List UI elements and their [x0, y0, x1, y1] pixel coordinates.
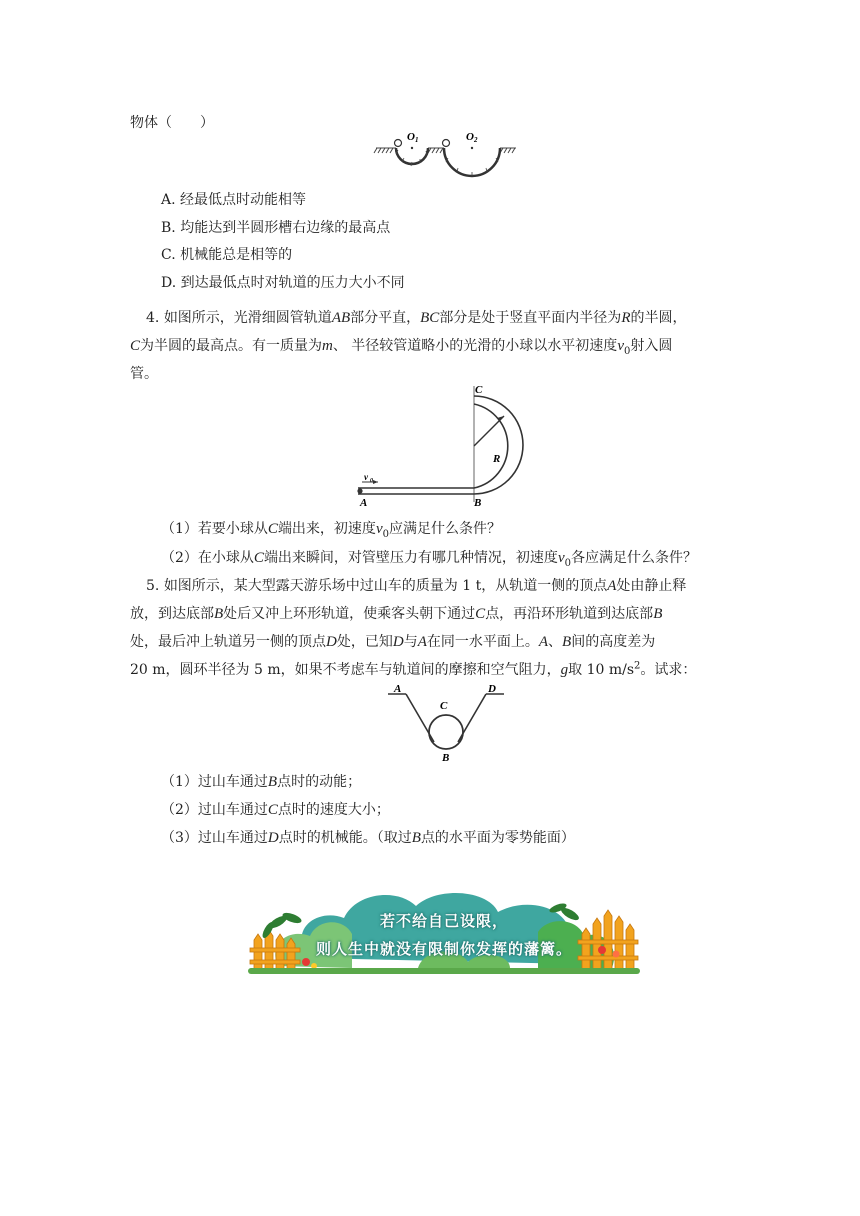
q5-fig-label-b: B: [442, 752, 450, 764]
q5-stem-line1: 5. 如图所示，某大型露天游乐场中过山车的质量为 1 t，从轨道一侧的顶点A处由静止释: [146, 578, 687, 594]
motto-line-1: 若不给自己设限，: [379, 912, 508, 930]
q3-label-o1-sub: 1: [415, 136, 419, 144]
motto-line-2: 则人生中就没有限制你发挥的藩篱。: [315, 940, 572, 958]
q5-stem-line3: 处，最后冲上轨道另一侧的顶点D处，已知D与A在同一水平面上。A、B间的高度差为: [130, 634, 656, 650]
q3-label-o1: O: [407, 131, 415, 143]
q5-stem-line4: 20 m，圆环半径为 5 m，如果不考虑车与轨道间的摩擦和空气阻力，g取 10 $m/s^2$。试求：: [130, 660, 697, 678]
q3-label-o2: O: [466, 131, 474, 143]
q3-small-ball-left: [395, 140, 402, 147]
q3-option-d: D. 到达最低点时对轨道的压力大小不同: [161, 275, 405, 291]
q5-fig-label-a: A: [394, 683, 402, 695]
q4-stem-line1: 4. 如图所示，光滑细圆管轨道AB部分平直，BC部分是处于竖直平面内半径为R的半圆，: [146, 310, 687, 326]
q3-figure-two-semicircular-grooves: [372, 126, 520, 170]
q5-fig-label-d: D: [488, 683, 496, 695]
q5-sub2: （2）过山车通过C点时的速度大小；: [161, 802, 390, 818]
q3-small-ball-right: [443, 140, 450, 147]
q4-fig-label-b: B: [474, 497, 482, 509]
q3-option-b: B. 均能达到半圆形槽右边缘的最高点: [161, 220, 391, 236]
q4-figure-tube-track: [352, 382, 548, 510]
q4-stem-line2: C为半圆的最高点。有一质量为m、 半径较管道略小的光滑的小球以水平初速度$v_0$射入圆: [130, 338, 673, 357]
q5-fig-label-c: C: [440, 700, 448, 712]
q5-sub1: （1）过山车通过B点时的动能；: [161, 774, 362, 790]
q4-stem-line3: 管。: [130, 366, 158, 382]
q4-fig-label-r: R: [493, 453, 501, 465]
q3-option-a: A. 经最低点时动能相等: [161, 192, 307, 208]
q4-fig-label-c: C: [475, 384, 483, 396]
q4-fig-label-v0: v: [364, 472, 368, 482]
q5-sub3: （3）过山车通过D点时的机械能。（取过B点的水平面为零势能面）: [161, 830, 575, 846]
q5-figure-roller-coaster: [384, 684, 508, 764]
motto-banner: [248, 888, 640, 976]
q4-sub1: （1）若要小球从C端出来，初速度$v_0$应满足什么条件？: [161, 521, 501, 540]
q4-fig-label-a: A: [360, 497, 368, 509]
q3-option-c: C. 机械能总是相等的: [161, 247, 293, 263]
q5-stem-line2: 放，到达底部B处后又冲上环形轨道，使乘客头朝下通过C点，再沿环形轨道到达底部B: [130, 606, 663, 622]
q3-label-o2-sub: 2: [474, 136, 478, 144]
q4-sub2: （2）在小球从C端出来瞬间，对管壁压力有哪几种情况，初速度$v_0$各应满足什么条件？: [161, 550, 697, 569]
q4-fig-label-v0-sub: 0: [370, 478, 373, 484]
q3-stem-tail: 物体（ ）: [130, 115, 214, 131]
banner-decoration: [248, 888, 640, 976]
